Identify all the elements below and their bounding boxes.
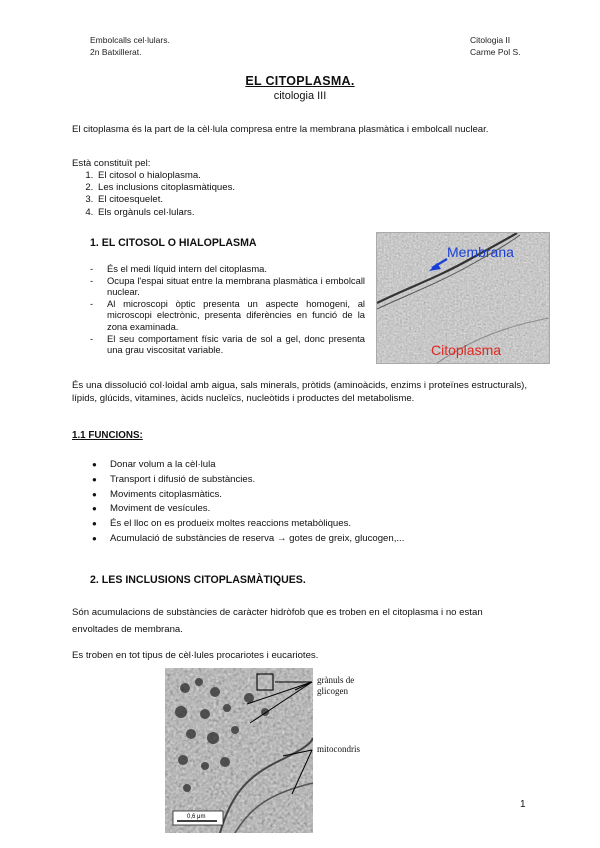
list-item: ● Donar volum a la cèl·lula	[92, 458, 404, 473]
header-author: Carme Pol S.	[470, 47, 521, 57]
bullet-marker: ●	[92, 504, 97, 514]
header-right	[470, 34, 521, 58]
list-item: - És el medi líquid intern del citoplasma.	[90, 263, 267, 274]
bullet-marker: ●	[92, 519, 97, 529]
section2-heading: 2. LES INCLUSIONS CITOPLASMÀTIQUES.	[90, 574, 306, 586]
parts-list	[72, 170, 235, 219]
constituted-label: Està constituït pel:	[72, 158, 151, 169]
scale-bar-label: 0,6 μm	[187, 814, 206, 820]
dash-marker: -	[90, 297, 94, 309]
list-item: 2. Les inclusions citoplasmàtiques.	[96, 182, 235, 194]
functions-heading: 1.1 FUNCIONS:	[72, 430, 143, 441]
list-item: ● Transport i difusió de substàncies.	[92, 473, 404, 488]
cytoplasm-micrograph	[376, 232, 550, 364]
dash-marker: -	[90, 263, 94, 274]
membrane-label: Membrana	[447, 244, 514, 260]
micrograph-image	[377, 233, 549, 363]
bullet-marker: ●	[92, 474, 97, 484]
header-subject: Citologia II	[470, 35, 511, 45]
list-item: 1. El citosol o hialoplasma.	[96, 170, 235, 182]
page-title: EL CITOPLASMA.	[245, 74, 355, 88]
cytoplasm-label: Citoplasma	[431, 342, 502, 358]
page-subtitle: citologia III	[273, 90, 327, 102]
citosol-list	[90, 263, 365, 356]
bullet-marker: ●	[92, 489, 97, 499]
inclusions-paragraph: Són acumulacions de substàncies de caràcter hidròfob que es troben en el citoplasma i no estan envoltades de membrana.	[72, 607, 483, 635]
dash-marker: -	[90, 332, 94, 344]
list-item: 3. El citoesquelet.	[96, 194, 235, 206]
bullet-marker: ●	[92, 460, 97, 469]
section1-heading: 1. EL CITOSOL O HIALOPLASMA	[90, 237, 257, 249]
inclusions-micrograph	[165, 668, 385, 833]
glycogen-label-1: grànuls de	[317, 675, 355, 685]
mitochondria-label: mitocondris	[317, 744, 360, 754]
composition-paragraph: És una dissolució col·loidal amb aigua, sals minerals, pròtids (aminoàcids, enzims i proteïnes estructurals), lípids, glúcids, vitamines, àcids nucleïcs, nucleòtids i productes del metabolisme.	[72, 380, 527, 404]
dash-marker: -	[90, 274, 94, 286]
list-item: ● Moviments citoplasmàtics.	[92, 488, 404, 503]
bullet-marker: ●	[92, 533, 97, 543]
list-item: - El seu comportament físic varia de sol a gel, donc presenta una grau viscositat variable.	[90, 332, 365, 356]
glycogen-label-2: glicogen	[317, 686, 348, 696]
intro-paragraph: El citoplasma és la part de la cèl·lula compresa entre la membrana plasmàtica i embolcall nuclear.	[72, 124, 489, 135]
list-item: 4. Els orgànuls cel·lulars.	[96, 207, 235, 219]
title-block	[0, 74, 600, 102]
inclusions-types: Es troben en tot tipus de cèl·lules procariotes i eucariotes.	[72, 650, 319, 661]
header-left	[90, 34, 170, 58]
functions-list	[92, 458, 404, 547]
list-item: ● Moviment de vesícules.	[92, 502, 404, 517]
list-item: ● Acumulació de substàncies de reserva → gotes de greix, glucogen,...	[92, 532, 404, 547]
list-item: ● És el lloc on es produeix moltes reaccions metabòliques.	[92, 517, 404, 532]
page-number: 1	[520, 799, 526, 810]
list-item: - Ocupa l'espai situat entre la membrana plasmàtica i embolcall nuclear.	[90, 274, 365, 298]
list-item: - Al microscopi òptic presenta un aspecte homogeni, al microscopi electrònic, presenta diferències en funció de la zona examinada.	[90, 297, 365, 332]
micrograph-image	[165, 668, 385, 833]
header-course: Embolcalls cel·lulars.	[90, 35, 170, 45]
header-level: 2n Batxillerat.	[90, 47, 142, 57]
